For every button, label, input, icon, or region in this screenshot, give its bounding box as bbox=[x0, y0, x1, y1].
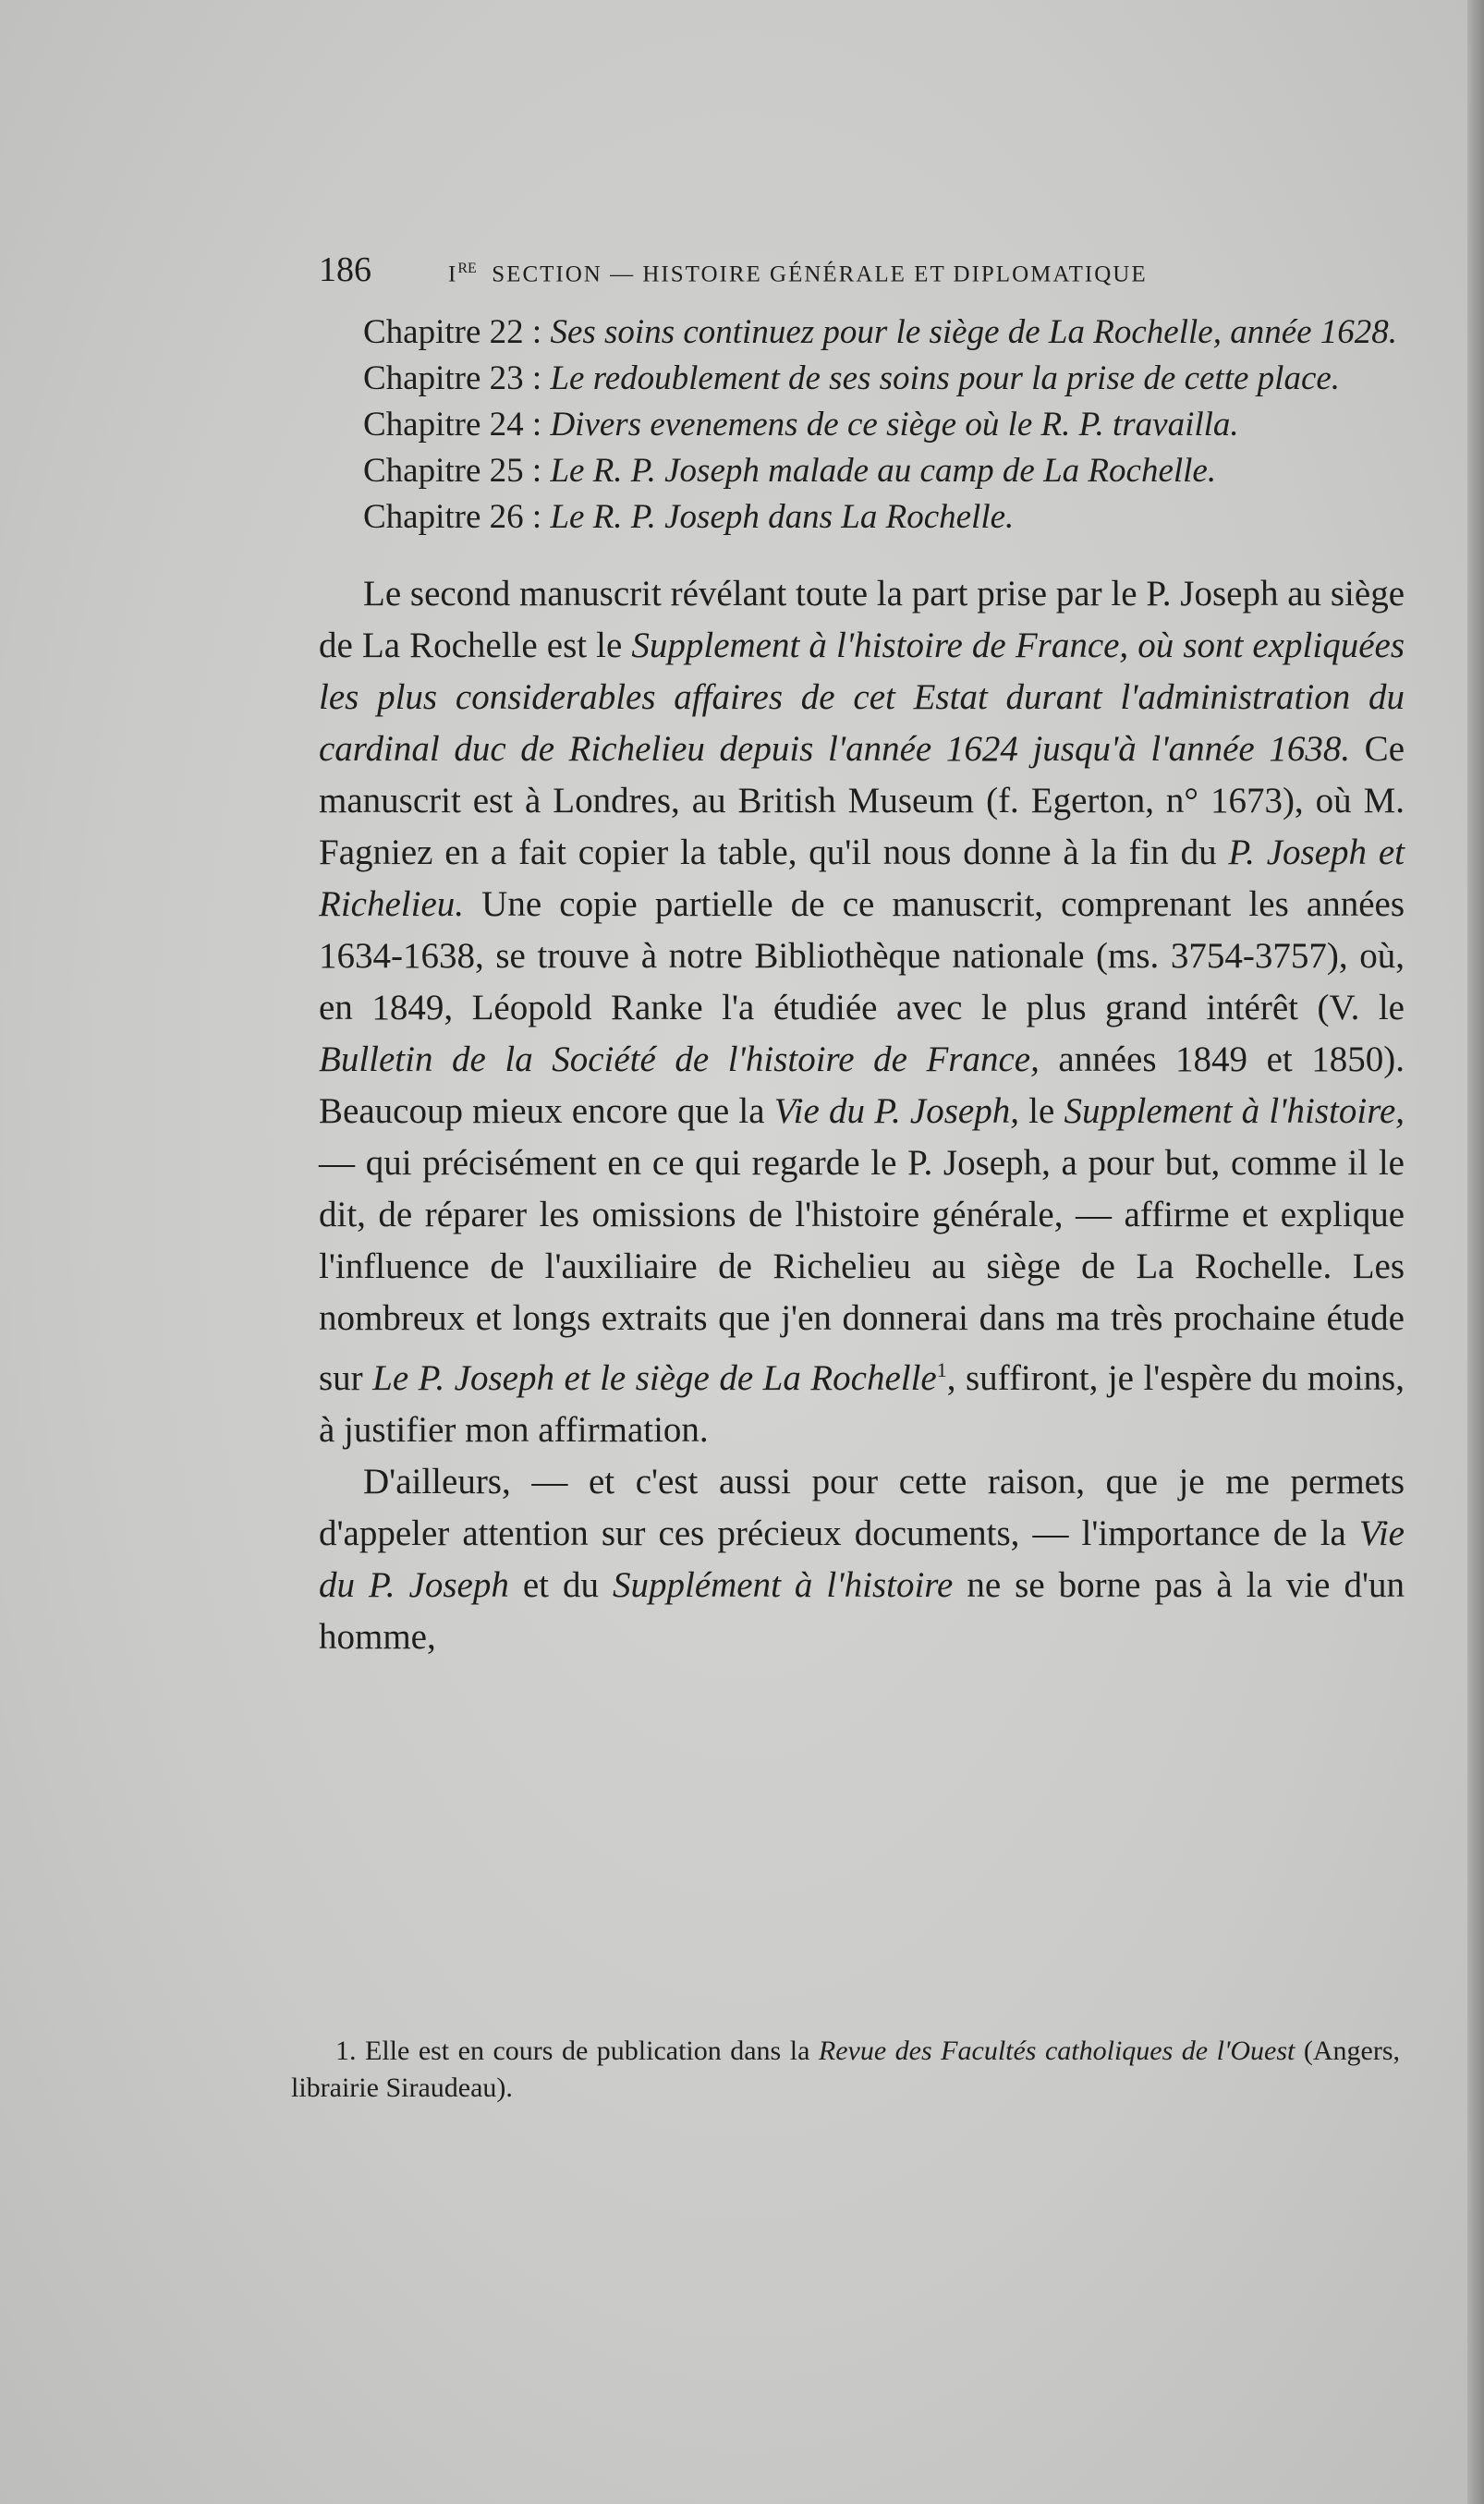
page-body bbox=[319, 310, 1405, 1663]
text-run: , suffiront, je l'espère du moins, à justifier mon affirmation. bbox=[319, 1358, 1405, 1450]
footnote-number: 1. bbox=[335, 2036, 357, 2066]
section-ordinal: I bbox=[448, 261, 458, 286]
text-run: Elle est en cours de publication dans la bbox=[356, 2036, 819, 2066]
page-header bbox=[319, 249, 1252, 296]
text-run: le bbox=[1018, 1091, 1064, 1131]
italic-title: Supplement à l'histoire, bbox=[1064, 1091, 1405, 1131]
italic-title: P. Joseph et Richelieu. bbox=[319, 833, 1405, 924]
chapter-entry-26 bbox=[319, 494, 1405, 541]
text-run: ne se borne pas à la vie d'un homme, bbox=[319, 1565, 1405, 1657]
running-title bbox=[448, 261, 1148, 287]
italic-title: Supplément à l'histoire bbox=[612, 1565, 954, 1605]
footnote bbox=[291, 2033, 1400, 2107]
text-run: D'ailleurs, — et c'est aussi pour cette raison, que je me permets d'appeler attention sur ces précieux documents, — l'importance de la bbox=[319, 1462, 1405, 1553]
chapter-entry-25 bbox=[319, 448, 1405, 494]
chapter-title: Le redoublement de ses soins pour la prise de cette place. bbox=[550, 359, 1341, 397]
paragraph-dailleurs bbox=[319, 1456, 1405, 1663]
text-run: années 1849 et 1850). Beaucoup mieux encore que la bbox=[319, 1039, 1405, 1131]
italic-title: Le P. Joseph et le siège de La Rochelle bbox=[372, 1358, 937, 1398]
paragraph-second-manuscript bbox=[319, 568, 1405, 1456]
chapter-prefix: Chapitre 22 : bbox=[363, 313, 551, 351]
chapter-entry-23 bbox=[319, 356, 1405, 402]
chapter-prefix: Chapitre 25 : bbox=[363, 452, 551, 490]
text-run: Ce manuscrit est à Londres, au British Museum (f. Egerton, n° 1673), où M. Fagniez en a fait copier la table, qu'il nous donne à la fin du bbox=[319, 729, 1405, 872]
running-title-text: SECTION — HISTOIRE GÉNÉRALE ET DIPLOMATIQUE bbox=[492, 261, 1148, 286]
page-number: 186 bbox=[319, 250, 371, 289]
chapter-entry-24 bbox=[319, 402, 1405, 448]
text-run: et du bbox=[508, 1565, 613, 1605]
footnote-text bbox=[291, 2033, 1400, 2107]
chapter-title: Ses soins continuez pour le siège de La Rochelle, année 1628. bbox=[550, 313, 1398, 351]
text-run: (Angers, librairie Siraudeau). bbox=[291, 2036, 1400, 2103]
chapter-prefix: Chapitre 26 : bbox=[363, 498, 551, 536]
text-run: Le second manuscrit révélant toute la part prise par le P. Joseph au siège de La Rochelle est le bbox=[319, 574, 1405, 665]
italic-title: Vie du P. Joseph bbox=[319, 1513, 1405, 1605]
chapter-prefix: Chapitre 24 : bbox=[363, 406, 551, 444]
footnote-reference: 1 bbox=[936, 1358, 947, 1381]
italic-title: Vie du P. Joseph, bbox=[773, 1091, 1019, 1131]
section-ordinal-sup: RE bbox=[457, 260, 477, 276]
italic-title: Supplement à l'histoire de France, où sont expliquées les plus considerables affaires de cet Estat durant l'administration du cardinal duc de Richelieu depuis l'année 1624 jusqu'à l'année 1638. bbox=[319, 626, 1405, 769]
italic-title: Revue des Facultés catholiques de l'Ouest bbox=[818, 2036, 1295, 2066]
italic-title: Bulletin de la Société de l'histoire de France, bbox=[319, 1039, 1040, 1079]
text-run: Une copie partielle de ce manuscrit, comprenant les années 1634-1638, se trouve à notre Bibliothèque nationale (ms. 3754-3757), où, en 1849, Léopold Ranke l'a étudiée avec le plus grand intérêt (V. le bbox=[319, 884, 1405, 1027]
page-edge-shadow bbox=[1467, 0, 1484, 2504]
chapter-title: Le R. P. Joseph malade au camp de La Rochelle. bbox=[550, 452, 1217, 490]
chapter-title: Le R. P. Joseph dans La Rochelle. bbox=[550, 498, 1015, 536]
chapter-entry-22 bbox=[319, 310, 1405, 356]
chapter-prefix: Chapitre 23 : bbox=[363, 359, 551, 397]
text-run: — qui précisément en ce qui regarde le P. Joseph, a pour but, comme il le dit, de réparer les omissions de l'histoire générale, — affirme et explique l'influence de l'auxiliaire de Richelieu au siège de La Rochelle. Les nombreux et longs extraits que j'en donnerai dans ma très prochaine étude sur bbox=[319, 1143, 1405, 1398]
chapter-title: Divers evenemens de ce siège où le R. P. travailla. bbox=[550, 406, 1239, 444]
